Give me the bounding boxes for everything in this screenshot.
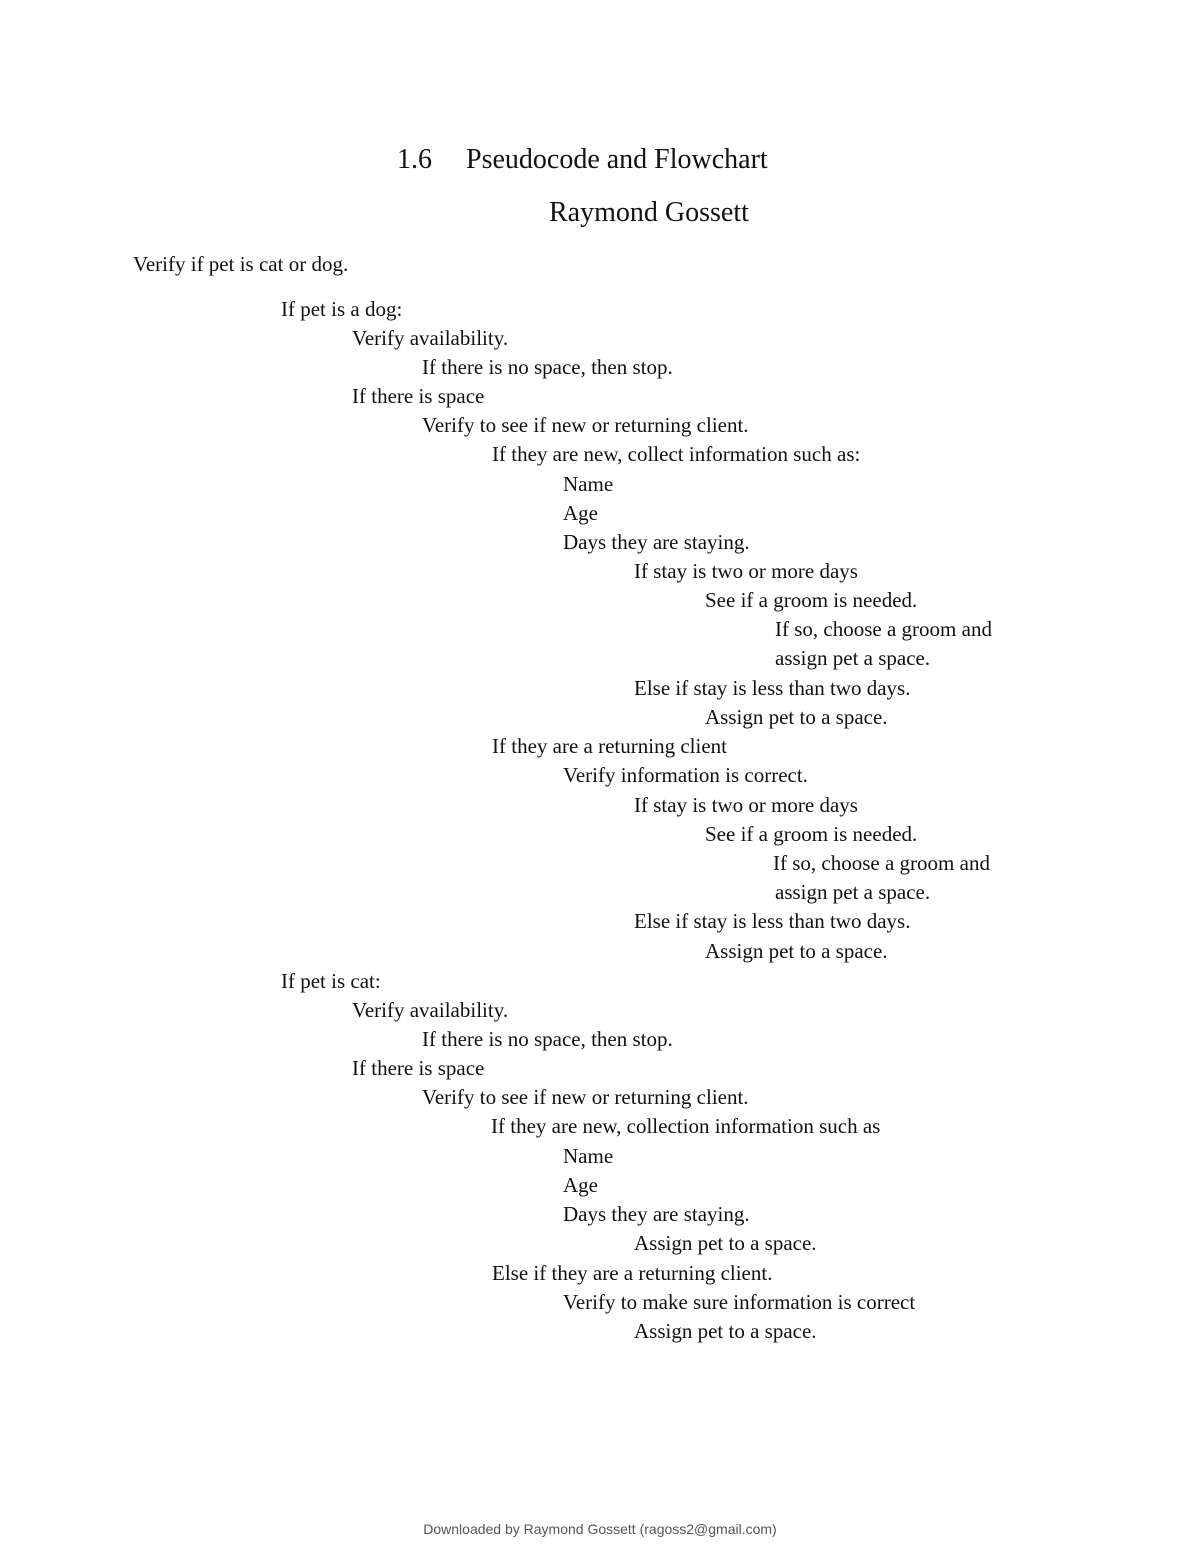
outline-text: If there is no space, then stop. bbox=[422, 355, 673, 379]
outline-text: Else if stay is less than two days. bbox=[634, 676, 911, 700]
outline-text: Days they are staying. bbox=[563, 1202, 750, 1226]
outline-text: Age bbox=[563, 501, 598, 525]
page-title bbox=[0, 144, 1200, 180]
section-title: Pseudocode and Flowchart bbox=[466, 144, 768, 175]
outline-text: Verify to make sure information is correct bbox=[563, 1290, 916, 1314]
outline-text: If stay is two or more days bbox=[634, 793, 858, 817]
download-footer: Downloaded by Raymond Gossett (ragoss2@gmail.com) bbox=[423, 1521, 777, 1537]
outline-text: Days they are staying. bbox=[563, 530, 750, 554]
outline-text: If so, choose a groom and bbox=[775, 617, 992, 641]
outline-text: Verify availability. bbox=[352, 998, 509, 1022]
outline-text: If pet is a dog: bbox=[281, 297, 403, 321]
intro-text: Verify if pet is cat or dog. bbox=[133, 252, 349, 276]
outline-text: Verify to see if new or returning client. bbox=[422, 1085, 749, 1109]
outline-text: See if a groom is needed. bbox=[705, 588, 918, 612]
outline-text: If they are a returning client bbox=[492, 734, 727, 758]
outline-text: See if a groom is needed. bbox=[705, 822, 918, 846]
outline-text: Verify availability. bbox=[352, 326, 509, 350]
outline-text: assign pet a space. bbox=[775, 880, 931, 904]
outline-text: If stay is two or more days bbox=[634, 559, 858, 583]
outline-text: If there is no space, then stop. bbox=[422, 1027, 673, 1051]
outline-text: Else if they are a returning client. bbox=[492, 1261, 773, 1285]
section-number: 1.6 bbox=[397, 144, 432, 175]
author-name: Raymond Gossett bbox=[549, 197, 749, 228]
outline-text: If so, choose a groom and bbox=[773, 851, 990, 875]
outline-text: Assign pet to a space. bbox=[634, 1319, 817, 1343]
outline-text: Age bbox=[563, 1173, 598, 1197]
outline-text: assign pet a space. bbox=[775, 646, 931, 670]
outline-text: If there is space bbox=[352, 384, 485, 408]
outline-text: Assign pet to a space. bbox=[705, 939, 888, 963]
outline-text: Assign pet to a space. bbox=[634, 1231, 817, 1255]
outline-text: Else if stay is less than two days. bbox=[634, 909, 911, 933]
outline-text: If there is space bbox=[352, 1056, 485, 1080]
outline-text: If they are new, collection information such as bbox=[491, 1114, 881, 1138]
outline-text: Assign pet to a space. bbox=[705, 705, 888, 729]
outline-text: Name bbox=[563, 1144, 614, 1168]
outline-text: Name bbox=[563, 472, 614, 496]
outline-text: Verify to see if new or returning client. bbox=[422, 413, 749, 437]
outline-text: Verify information is correct. bbox=[563, 763, 808, 787]
outline-text: If pet is cat: bbox=[281, 969, 381, 993]
outline-text: If they are new, collect information such as: bbox=[492, 442, 861, 466]
